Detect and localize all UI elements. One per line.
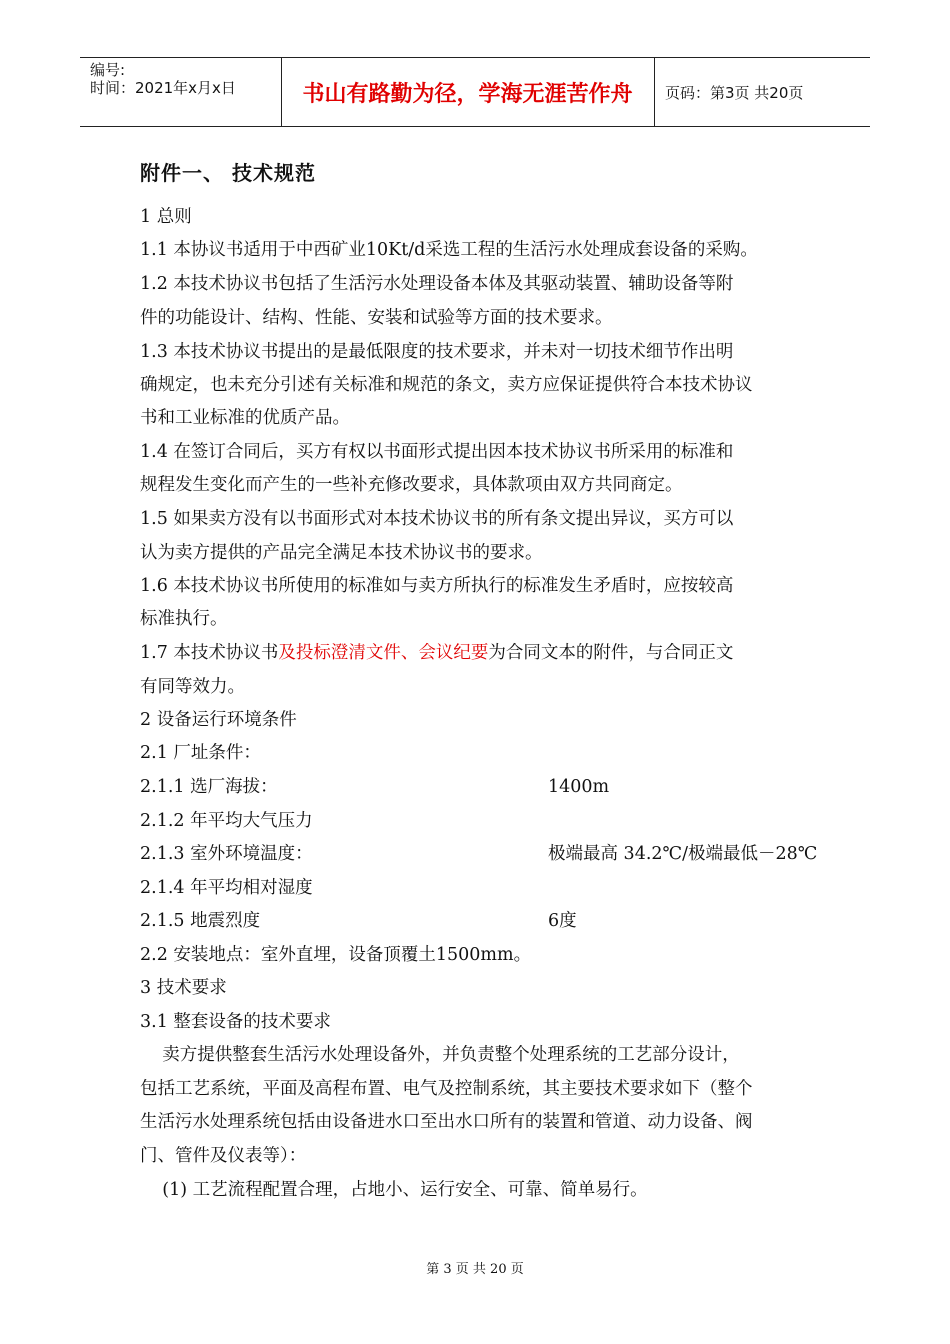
subsection-heading: 3.1 整套设备的技术要求 (140, 1012, 331, 1032)
number-label: 编号: (90, 61, 126, 79)
paragraph-line: 1.4 在签订合同后，买方有权以书面形式提出因本技术协议书所采用的标准和 (140, 442, 734, 462)
env-value: 1400m (548, 777, 610, 797)
paragraph-line: 1.1 本协议书适用于中西矿业10Kt/d采选工程的生活污水处理成套设备的采购。 (140, 240, 758, 260)
paragraph-line: 门、管件及仪表等）： (140, 1146, 307, 1166)
subsection-heading: 2.1 厂址条件： (140, 743, 261, 763)
header-motto: 书山有路勤为径，学海无涯苦作舟 (281, 58, 655, 126)
page-footer (0, 1258, 950, 1277)
paragraph-line: 1.5 如果卖方没有以书面形式对本技术协议书的所有条文提出异议，买方可以 (140, 509, 734, 529)
paragraph-line: 卖方提供整套生活污水处理设备外，并负责整个处理系统的工艺部分设计， (140, 1045, 740, 1065)
env-label: 2.1.3 室外环境温度： (140, 844, 313, 864)
paragraph-line: 包括工艺系统，平面及高程布置、电气及控制系统，其主要技术要求如下（整个 (140, 1079, 753, 1099)
env-row (140, 909, 840, 933)
paragraph-line: 有同等效力。 (140, 677, 245, 697)
section-heading: 2 设备运行环境条件 (140, 710, 297, 730)
highlighted-text: 及投标澄清文件、会议纪要 (278, 643, 489, 663)
paragraph-line: 认为卖方提供的产品完全满足本技术协议书的要求。 (140, 543, 543, 563)
env-label: 2.1.5 地震烈度 (140, 911, 261, 931)
env-label: 2.1.2 年平均大气压力 (140, 811, 313, 831)
paragraph-line: 件的功能设计、结构、性能、安装和试验等方面的技术要求。 (140, 308, 613, 328)
env-row (140, 842, 840, 866)
paragraph-line: 1.6 本技术协议书所使用的标准如与卖方所执行的标准发生矛盾时，应按较高 (140, 576, 734, 596)
footer-page-number: 第 3 页 共 20 页 (426, 1262, 524, 1277)
date-label: 时间：2021年x月x日 (90, 79, 236, 97)
paragraph-line: 书和工业标准的优质产品。 (140, 408, 350, 428)
env-value: 极端最高 34.2℃/极端最低－28℃ (548, 844, 818, 864)
paragraph-line: 规程发生变化而产生的一些补充修改要求，具体款项由双方共同商定。 (140, 475, 683, 495)
env-value: 6度 (548, 911, 577, 931)
document-title: 附件一、 技术规范 (140, 161, 316, 185)
paragraph-line: 生活污水处理系统包括由设备进水口至出水口所有的装置和管道、动力设备、阀 (140, 1112, 753, 1132)
paragraph-line: 标准执行。 (140, 609, 228, 629)
env-row (140, 876, 840, 900)
paragraph-line: 1.3 本技术协议书提出的是最低限度的技术要求，并未对一切技术细节作出明 (140, 342, 734, 362)
env-row (140, 775, 840, 799)
subsection-heading: 2.2 安装地点：室外直埋，设备顶覆土1500mm。 (140, 945, 532, 965)
section-heading: 3 技术要求 (140, 978, 227, 998)
paragraph-line: 确规定，也未充分引述有关标准和规范的条文，卖方应保证提供符合本技术协议 (140, 375, 753, 395)
env-row (140, 809, 840, 833)
env-label: 2.1.1 选厂海拔： (140, 777, 278, 797)
paragraph-line-1-7 (140, 641, 733, 665)
line-suffix: 为合同文本的附件，与合同正文 (488, 643, 734, 663)
header-meta (80, 58, 282, 126)
paragraph-line: 1.2 本技术协议书包括了生活污水处理设备本体及其驱动装置、辅助设备等附 (140, 274, 734, 294)
header-page-label: 页码：第3页 共20页 (665, 83, 804, 102)
env-label: 2.1.4 年平均相对湿度 (140, 878, 313, 898)
list-item: (1) 工艺流程配置合理，占地小、运行安全、可靠、简单易行。 (140, 1180, 648, 1200)
section-heading: 1 总则 (140, 207, 192, 227)
line-prefix: 1.7 本技术协议书 (140, 643, 279, 663)
page-header (80, 57, 870, 127)
